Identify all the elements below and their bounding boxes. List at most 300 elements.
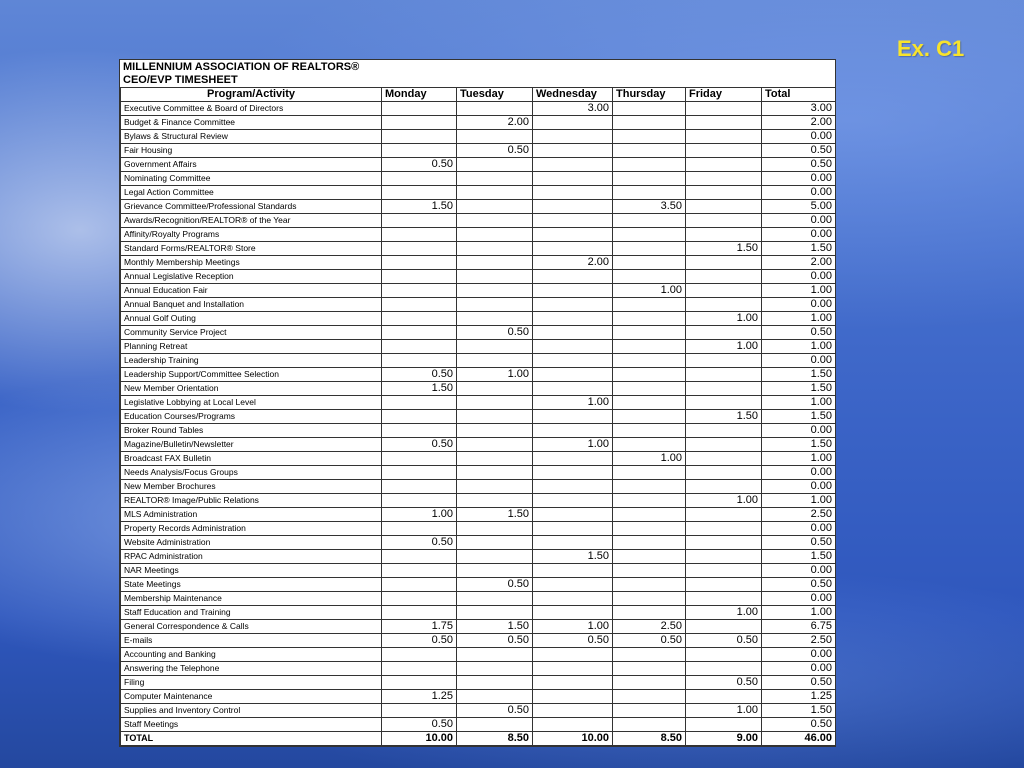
tuesday-cell — [457, 270, 533, 284]
activity-cell: New Member Brochures — [121, 480, 382, 494]
wednesday-cell — [533, 592, 613, 606]
thursday-cell — [613, 466, 686, 480]
wednesday-cell: 1.00 — [533, 438, 613, 452]
friday-cell — [686, 256, 762, 270]
activity-cell: Community Service Project — [121, 326, 382, 340]
table-row — [121, 186, 836, 200]
timesheet — [119, 59, 836, 747]
table-row — [121, 550, 836, 564]
total-cell: 0.00 — [762, 466, 836, 480]
tuesday-cell — [457, 718, 533, 732]
total-grand: 46.00 — [762, 732, 836, 746]
wednesday-cell — [533, 284, 613, 298]
friday-cell — [686, 466, 762, 480]
table-row — [121, 466, 836, 480]
total-cell: 0.50 — [762, 718, 836, 732]
header-row — [121, 88, 836, 102]
total-thursday: 8.50 — [613, 732, 686, 746]
total-cell: 0.00 — [762, 648, 836, 662]
tuesday-cell — [457, 214, 533, 228]
friday-cell — [686, 130, 762, 144]
monday-cell — [382, 130, 457, 144]
total-cell: 0.00 — [762, 424, 836, 438]
table-row — [121, 578, 836, 592]
wednesday-cell: 1.00 — [533, 396, 613, 410]
tuesday-cell — [457, 480, 533, 494]
activity-cell: Staff Meetings — [121, 718, 382, 732]
table-row — [121, 270, 836, 284]
total-cell: 0.00 — [762, 592, 836, 606]
wednesday-cell — [533, 718, 613, 732]
wednesday-cell — [533, 200, 613, 214]
thursday-cell — [613, 438, 686, 452]
thursday-cell — [613, 396, 686, 410]
tuesday-cell — [457, 466, 533, 480]
monday-cell — [382, 564, 457, 578]
monday-cell — [382, 522, 457, 536]
thursday-cell — [613, 116, 686, 130]
thursday-cell — [613, 424, 686, 438]
friday-cell — [686, 284, 762, 298]
monday-cell — [382, 424, 457, 438]
thursday-cell — [613, 368, 686, 382]
monday-cell: 0.50 — [382, 634, 457, 648]
activity-cell: Leadership Training — [121, 354, 382, 368]
wednesday-cell: 2.00 — [533, 256, 613, 270]
tuesday-cell — [457, 424, 533, 438]
tuesday-cell: 0.50 — [457, 634, 533, 648]
friday-cell — [686, 592, 762, 606]
monday-cell — [382, 550, 457, 564]
wednesday-cell — [533, 522, 613, 536]
activity-cell: Bylaws & Structural Review — [121, 130, 382, 144]
activity-cell: Fair Housing — [121, 144, 382, 158]
table-row — [121, 396, 836, 410]
tuesday-cell: 0.50 — [457, 704, 533, 718]
monday-cell — [382, 662, 457, 676]
wednesday-cell — [533, 312, 613, 326]
monday-cell — [382, 592, 457, 606]
total-cell: 1.50 — [762, 550, 836, 564]
table-row — [121, 214, 836, 228]
activity-cell: Answering the Telephone — [121, 662, 382, 676]
activity-cell: Affinity/Royalty Programs — [121, 228, 382, 242]
tuesday-cell — [457, 256, 533, 270]
table-row — [121, 312, 836, 326]
monday-cell — [382, 494, 457, 508]
tuesday-cell — [457, 382, 533, 396]
table-row — [121, 718, 836, 732]
total-cell: 0.00 — [762, 298, 836, 312]
thursday-cell — [613, 256, 686, 270]
sheet-subtitle: CEO/EVP TIMESHEET — [123, 74, 238, 86]
tuesday-cell: 1.50 — [457, 620, 533, 634]
friday-cell: 0.50 — [686, 676, 762, 690]
activity-cell: Annual Banquet and Installation — [121, 298, 382, 312]
table-row — [121, 410, 836, 424]
activity-cell: Awards/Recognition/REALTOR® of the Year — [121, 214, 382, 228]
friday-cell — [686, 158, 762, 172]
table-row — [121, 102, 836, 116]
friday-cell — [686, 368, 762, 382]
monday-cell — [382, 452, 457, 466]
activity-cell: Filing — [121, 676, 382, 690]
column-header-tuesday: Tuesday — [457, 88, 533, 102]
activity-cell: Legal Action Committee — [121, 186, 382, 200]
activity-cell: NAR Meetings — [121, 564, 382, 578]
total-cell: 0.50 — [762, 536, 836, 550]
friday-cell: 1.00 — [686, 312, 762, 326]
column-header-wednesday: Wednesday — [533, 88, 613, 102]
monday-cell — [382, 326, 457, 340]
friday-cell — [686, 382, 762, 396]
total-friday: 9.00 — [686, 732, 762, 746]
friday-cell — [686, 424, 762, 438]
total-cell: 2.50 — [762, 508, 836, 522]
tuesday-cell: 2.00 — [457, 116, 533, 130]
thursday-cell: 1.00 — [613, 284, 686, 298]
total-row — [121, 732, 836, 746]
wednesday-cell — [533, 116, 613, 130]
total-cell: 1.00 — [762, 606, 836, 620]
thursday-cell — [613, 158, 686, 172]
tuesday-cell — [457, 438, 533, 452]
monday-cell: 1.00 — [382, 508, 457, 522]
total-cell: 5.00 — [762, 200, 836, 214]
friday-cell — [686, 522, 762, 536]
tuesday-cell — [457, 676, 533, 690]
total-cell: 0.00 — [762, 186, 836, 200]
friday-cell: 1.50 — [686, 410, 762, 424]
tuesday-cell — [457, 564, 533, 578]
friday-cell — [686, 480, 762, 494]
table-row — [121, 704, 836, 718]
thursday-cell — [613, 102, 686, 116]
friday-cell — [686, 690, 762, 704]
monday-cell — [382, 228, 457, 242]
wednesday-cell: 0.50 — [533, 634, 613, 648]
tuesday-cell — [457, 606, 533, 620]
total-cell: 0.00 — [762, 270, 836, 284]
thursday-cell — [613, 270, 686, 284]
table-row — [121, 662, 836, 676]
total-cell: 1.00 — [762, 396, 836, 410]
monday-cell — [382, 340, 457, 354]
activity-cell: Property Records Administration — [121, 522, 382, 536]
total-cell: 1.50 — [762, 704, 836, 718]
wednesday-cell — [533, 228, 613, 242]
tuesday-cell — [457, 228, 533, 242]
monday-cell: 0.50 — [382, 438, 457, 452]
total-cell: 0.00 — [762, 564, 836, 578]
total-cell: 0.00 — [762, 354, 836, 368]
thursday-cell — [613, 144, 686, 158]
total-wednesday: 10.00 — [533, 732, 613, 746]
activity-cell: Supplies and Inventory Control — [121, 704, 382, 718]
monday-cell: 0.50 — [382, 158, 457, 172]
activity-cell: Computer Maintenance — [121, 690, 382, 704]
table-row — [121, 242, 836, 256]
monday-cell — [382, 214, 457, 228]
thursday-cell — [613, 536, 686, 550]
table-row — [121, 452, 836, 466]
total-cell: 1.50 — [762, 438, 836, 452]
monday-cell — [382, 704, 457, 718]
total-cell: 0.00 — [762, 214, 836, 228]
activity-cell: New Member Orientation — [121, 382, 382, 396]
friday-cell — [686, 620, 762, 634]
friday-cell — [686, 578, 762, 592]
table-row — [121, 172, 836, 186]
wednesday-cell — [533, 242, 613, 256]
wednesday-cell — [533, 676, 613, 690]
activity-cell: Education Courses/Programs — [121, 410, 382, 424]
monday-cell: 0.50 — [382, 536, 457, 550]
monday-cell — [382, 676, 457, 690]
thursday-cell: 0.50 — [613, 634, 686, 648]
activity-cell: Legislative Lobbying at Local Level — [121, 396, 382, 410]
friday-cell — [686, 438, 762, 452]
wednesday-cell — [533, 270, 613, 284]
wednesday-cell — [533, 690, 613, 704]
total-cell: 0.00 — [762, 522, 836, 536]
tuesday-cell: 0.50 — [457, 144, 533, 158]
activity-cell: Planning Retreat — [121, 340, 382, 354]
activity-cell: Government Affairs — [121, 158, 382, 172]
monday-cell — [382, 102, 457, 116]
monday-cell — [382, 648, 457, 662]
friday-cell — [686, 564, 762, 578]
table-row — [121, 130, 836, 144]
wednesday-cell — [533, 326, 613, 340]
monday-cell — [382, 396, 457, 410]
tuesday-cell — [457, 172, 533, 186]
tuesday-cell: 1.00 — [457, 368, 533, 382]
friday-cell — [686, 354, 762, 368]
total-cell: 1.00 — [762, 340, 836, 354]
friday-cell — [686, 718, 762, 732]
tuesday-cell — [457, 242, 533, 256]
total-label: TOTAL — [121, 732, 382, 746]
table-row — [121, 144, 836, 158]
thursday-cell — [613, 550, 686, 564]
friday-cell — [686, 214, 762, 228]
column-header-program: Program/Activity — [121, 88, 382, 102]
activity-cell: General Correspondence & Calls — [121, 620, 382, 634]
monday-cell — [382, 354, 457, 368]
activity-cell: Broker Round Tables — [121, 424, 382, 438]
wednesday-cell — [533, 158, 613, 172]
thursday-cell — [613, 480, 686, 494]
tuesday-cell — [457, 396, 533, 410]
wednesday-cell — [533, 214, 613, 228]
thursday-cell — [613, 172, 686, 186]
monday-cell — [382, 284, 457, 298]
total-monday: 10.00 — [382, 732, 457, 746]
total-cell: 2.50 — [762, 634, 836, 648]
friday-cell — [686, 298, 762, 312]
friday-cell — [686, 550, 762, 564]
monday-cell: 1.50 — [382, 382, 457, 396]
thursday-cell — [613, 606, 686, 620]
total-cell: 0.50 — [762, 578, 836, 592]
thursday-cell — [613, 578, 686, 592]
tuesday-cell — [457, 662, 533, 676]
wednesday-cell — [533, 186, 613, 200]
monday-cell: 1.25 — [382, 690, 457, 704]
total-tuesday: 8.50 — [457, 732, 533, 746]
total-cell: 1.25 — [762, 690, 836, 704]
wednesday-cell — [533, 564, 613, 578]
monday-cell: 1.75 — [382, 620, 457, 634]
activity-cell: Magazine/Bulletin/Newsletter — [121, 438, 382, 452]
activity-cell: Needs Analysis/Focus Groups — [121, 466, 382, 480]
table-row — [121, 606, 836, 620]
friday-cell: 1.00 — [686, 704, 762, 718]
thursday-cell — [613, 214, 686, 228]
total-cell: 0.00 — [762, 130, 836, 144]
friday-cell — [686, 172, 762, 186]
organization-name: MILLENNIUM ASSOCIATION OF REALTORS® — [123, 61, 360, 73]
activity-cell: Leadership Support/Committee Selection — [121, 368, 382, 382]
total-cell: 1.00 — [762, 494, 836, 508]
tuesday-cell — [457, 452, 533, 466]
activity-cell: Annual Education Fair — [121, 284, 382, 298]
monday-cell — [382, 186, 457, 200]
wednesday-cell — [533, 130, 613, 144]
table-row — [121, 620, 836, 634]
wednesday-cell — [533, 424, 613, 438]
activity-cell: Broadcast FAX Bulletin — [121, 452, 382, 466]
wednesday-cell — [533, 536, 613, 550]
total-cell: 1.00 — [762, 312, 836, 326]
total-cell: 0.00 — [762, 172, 836, 186]
thursday-cell — [613, 690, 686, 704]
friday-cell — [686, 452, 762, 466]
monday-cell — [382, 144, 457, 158]
wednesday-cell — [533, 494, 613, 508]
monday-cell — [382, 298, 457, 312]
thursday-cell — [613, 298, 686, 312]
activity-cell: REALTOR® Image/Public Relations — [121, 494, 382, 508]
monday-cell: 1.50 — [382, 200, 457, 214]
wednesday-cell — [533, 452, 613, 466]
table-row — [121, 298, 836, 312]
monday-cell — [382, 480, 457, 494]
total-cell: 2.00 — [762, 256, 836, 270]
total-cell: 1.50 — [762, 382, 836, 396]
tuesday-cell: 1.50 — [457, 508, 533, 522]
table-row — [121, 158, 836, 172]
activity-cell: RPAC Administration — [121, 550, 382, 564]
friday-cell: 1.00 — [686, 494, 762, 508]
tuesday-cell — [457, 354, 533, 368]
monday-cell — [382, 270, 457, 284]
table-row — [121, 634, 836, 648]
thursday-cell — [613, 662, 686, 676]
friday-cell — [686, 102, 762, 116]
wednesday-cell — [533, 466, 613, 480]
friday-cell: 0.50 — [686, 634, 762, 648]
table-row — [121, 648, 836, 662]
activity-cell: Budget & Finance Committee — [121, 116, 382, 130]
table-row — [121, 480, 836, 494]
wednesday-cell — [533, 606, 613, 620]
friday-cell: 1.50 — [686, 242, 762, 256]
wednesday-cell — [533, 340, 613, 354]
friday-cell — [686, 536, 762, 550]
thursday-cell — [613, 522, 686, 536]
wednesday-cell: 3.00 — [533, 102, 613, 116]
tuesday-cell — [457, 298, 533, 312]
tuesday-cell — [457, 340, 533, 354]
thursday-cell — [613, 676, 686, 690]
friday-cell — [686, 116, 762, 130]
table-row — [121, 508, 836, 522]
activity-cell: Grievance Committee/Professional Standards — [121, 200, 382, 214]
thursday-cell — [613, 648, 686, 662]
thursday-cell — [613, 326, 686, 340]
total-cell: 1.50 — [762, 242, 836, 256]
tuesday-cell — [457, 550, 533, 564]
total-cell: 0.00 — [762, 480, 836, 494]
activity-cell: Annual Golf Outing — [121, 312, 382, 326]
tuesday-cell — [457, 536, 533, 550]
thursday-cell: 2.50 — [613, 620, 686, 634]
wednesday-cell — [533, 410, 613, 424]
wednesday-cell — [533, 648, 613, 662]
total-cell: 0.00 — [762, 228, 836, 242]
activity-cell: Nominating Committee — [121, 172, 382, 186]
friday-cell: 1.00 — [686, 340, 762, 354]
table-row — [121, 690, 836, 704]
activity-cell: Membership Maintenance — [121, 592, 382, 606]
column-header-friday: Friday — [686, 88, 762, 102]
tuesday-cell — [457, 158, 533, 172]
tuesday-cell — [457, 494, 533, 508]
total-cell: 6.75 — [762, 620, 836, 634]
column-header-monday: Monday — [382, 88, 457, 102]
activity-cell: Monthly Membership Meetings — [121, 256, 382, 270]
wednesday-cell: 1.50 — [533, 550, 613, 564]
thursday-cell: 1.00 — [613, 452, 686, 466]
tuesday-cell — [457, 690, 533, 704]
thursday-cell — [613, 704, 686, 718]
wednesday-cell — [533, 508, 613, 522]
tuesday-cell — [457, 592, 533, 606]
tuesday-cell: 0.50 — [457, 326, 533, 340]
table-row — [121, 438, 836, 452]
total-cell: 1.00 — [762, 452, 836, 466]
friday-cell — [686, 228, 762, 242]
total-cell: 1.50 — [762, 410, 836, 424]
column-header-total: Total — [762, 88, 836, 102]
monday-cell — [382, 172, 457, 186]
thursday-cell — [613, 228, 686, 242]
total-cell: 2.00 — [762, 116, 836, 130]
tuesday-cell — [457, 648, 533, 662]
table-row — [121, 354, 836, 368]
wednesday-cell — [533, 144, 613, 158]
table-row — [121, 340, 836, 354]
thursday-cell — [613, 718, 686, 732]
total-cell: 1.00 — [762, 284, 836, 298]
thursday-cell — [613, 494, 686, 508]
monday-cell: 0.50 — [382, 368, 457, 382]
thursday-cell — [613, 340, 686, 354]
table-row — [121, 228, 836, 242]
friday-cell — [686, 270, 762, 284]
